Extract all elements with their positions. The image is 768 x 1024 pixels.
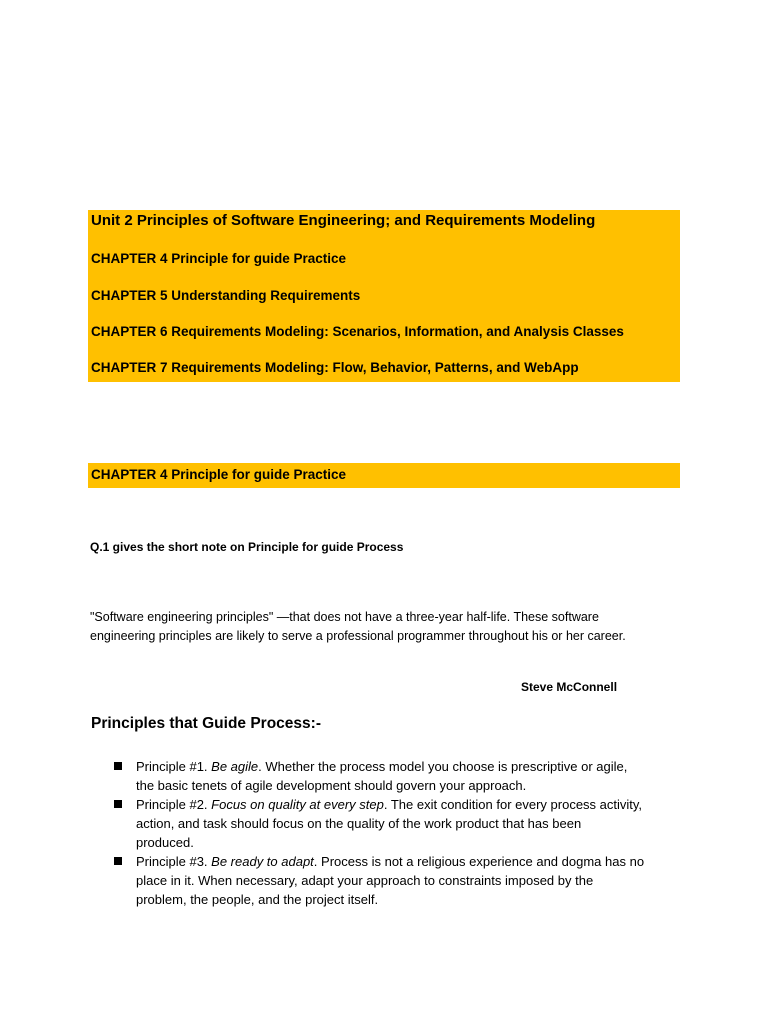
principle-item (114, 795, 684, 852)
principles-list (114, 757, 684, 909)
toc-chapter-6: CHAPTER 6 Requirements Modeling: Scenarios, Information, and Analysis Classes (91, 324, 624, 339)
chapter-heading: CHAPTER 4 Principle for guide Practice (91, 467, 347, 482)
principle-item (114, 757, 684, 795)
principle-first-line (136, 852, 684, 871)
principle-text: action, and task should focus on the quality of the work product that has been (136, 816, 582, 831)
square-bullet-icon (114, 857, 122, 865)
square-bullet-icon (114, 800, 122, 808)
toc-chapter-4: CHAPTER 4 Principle for guide Practice (91, 251, 347, 266)
principle-first-line (136, 795, 684, 814)
principle-first-line (136, 757, 684, 776)
quote-line: "Software engineering principles" —that does not have a three-year half-life. These software (90, 610, 599, 624)
principle-emphasis: Be agile (211, 759, 259, 774)
quote-block (90, 608, 650, 646)
principle-number: Principle #2. (136, 797, 212, 812)
square-bullet-icon (114, 762, 122, 770)
principle-text: place in it. When necessary, adapt your approach to constraints imposed by the (136, 873, 594, 888)
principle-number: Principle #1. (136, 759, 212, 774)
principle-item (114, 852, 684, 909)
section-heading: Principles that Guide Process:- (91, 715, 321, 732)
unit-contents-box (88, 210, 680, 382)
chapter-heading-banner (88, 463, 680, 488)
principle-number: Principle #3. (136, 854, 212, 869)
quote-author: Steve McConnell (521, 680, 618, 694)
toc-chapter-7: CHAPTER 7 Requirements Modeling: Flow, Behavior, Patterns, and WebApp (91, 360, 579, 375)
quote-line: engineering principles are likely to serve a professional programmer throughout his or her career. (90, 629, 626, 643)
principle-emphasis: Focus on quality at every step (211, 797, 384, 812)
principle-text: produced. (136, 835, 194, 850)
principle-text: problem, the people, and the project itself. (136, 892, 379, 907)
principle-text: . Process is not a religious experience and dogma has no (313, 854, 645, 869)
toc-chapter-5: CHAPTER 5 Understanding Requirements (91, 288, 361, 303)
unit-title: Unit 2 Principles of Software Engineering; and Requirements Modeling (91, 212, 596, 229)
principle-text: . The exit condition for every process activity, (383, 797, 643, 812)
principle-emphasis: Be ready to adapt (211, 854, 314, 869)
principle-text: the basic tenets of agile development should govern your approach. (136, 778, 527, 793)
question-heading: Q.1 gives the short note on Principle for guide Process (90, 540, 404, 554)
principle-text: . Whether the process model you choose is prescriptive or agile, (258, 759, 628, 774)
